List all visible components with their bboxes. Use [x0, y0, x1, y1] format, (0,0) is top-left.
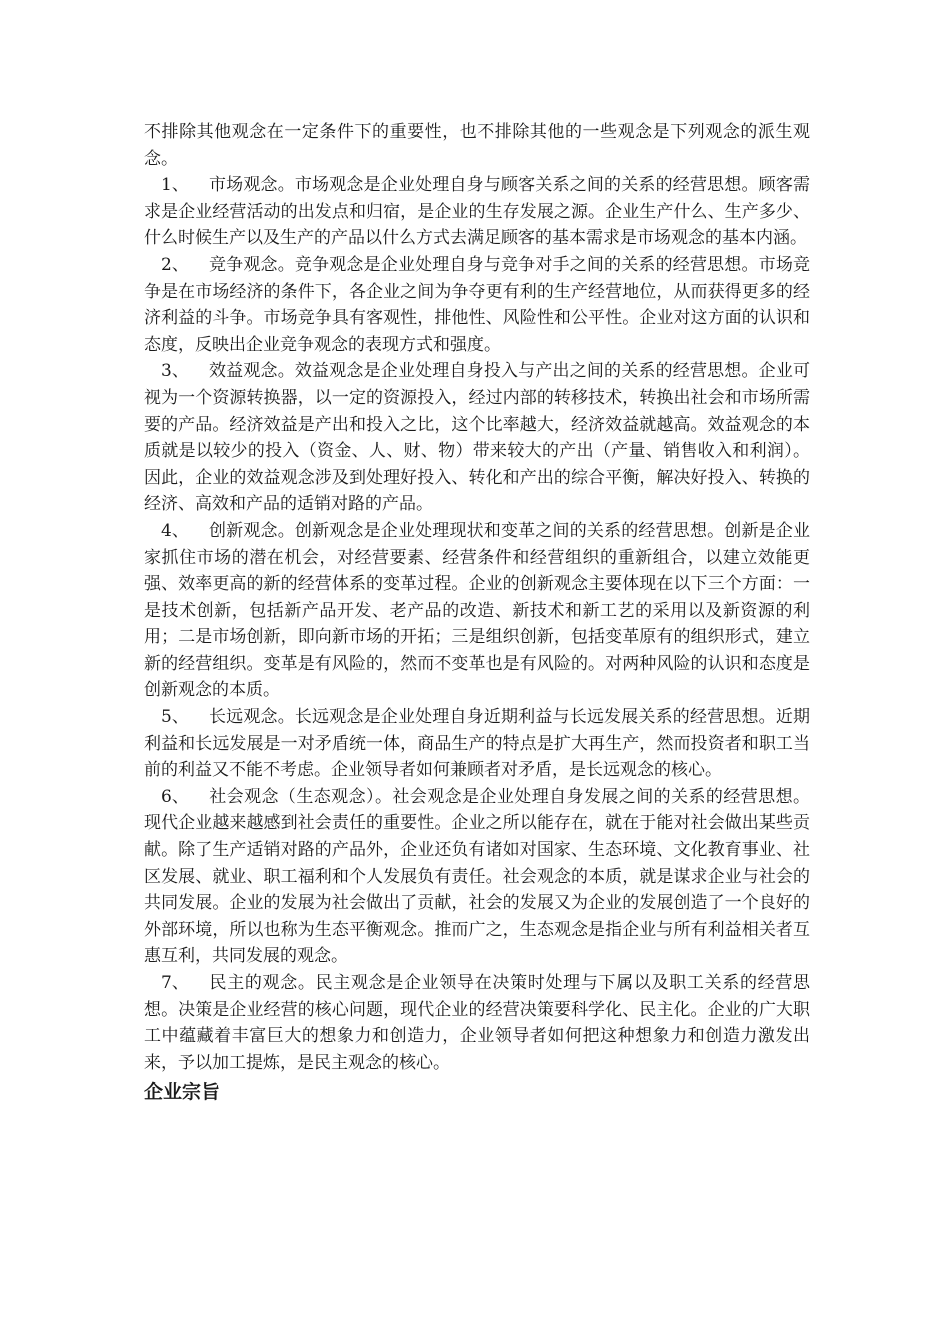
list-item-democracy: [144, 970, 810, 1076]
list-item-market: [144, 172, 810, 252]
list-item-competition: [144, 252, 810, 358]
intro-paragraph: 不排除其他观念在一定条件下的重要性，也不排除其他的一些观念是下列观念的派生观念。: [144, 122, 810, 169]
list-number: 4、: [161, 520, 189, 541]
list-item-text: 竞争观念。竞争观念是企业处理自身与竞争对手之间的关系的经营思想。市场竞争是在市场经济的条件下，各企业之间为争夺更有利的生产经营地位，从而获得更多的经济利益的斗争。市场竞争具有客观性，排他性、风险性和公平性。企业对这方面的认识和态度，反映出企业竞争观念的表现方式和强度。: [144, 254, 810, 355]
list-item-efficiency: [144, 358, 810, 518]
section-heading: 企业宗旨: [144, 1081, 221, 1104]
list-item-text: 市场观念。市场观念是企业处理自身与顾客关系之间的关系的经营思想。顾客需求是企业经营活动的出发点和归宿，是企业的生存发展之源。企业生产什么、生产多少、什么时候生产以及生产的产品以什么方式去满足顾客的基本需求是市场观念的基本内涵。: [144, 175, 810, 249]
list-item-text: 民主的观念。民主观念是企业领导在决策时处理与下属以及职工关系的经营思想。决策是企业经营的核心问题，现代企业的经营决策要科学化、民主化。企业的广大职工中蕴藏着丰富巨大的想象力和创造力，企业领导者如何把这种想象力和创造力激发出来，予以加工提炼，是民主观念的核心。: [144, 973, 810, 1073]
list-number: 7、: [161, 973, 189, 993]
list-item-text: 创新观念。创新观念是企业处理现状和变革之间的关系的经营思想。创新是企业家抓住市场的潜在机会，对经营要素、经营条件和经营组织的重新组合，以建立效能更强、效率更高的新的经营体系的变革过程。企业的创新观念主要体现在以下三个方面：一是技术创新，包括新产品开发、老产品的改造、新技术和新工艺的采用以及新资源的利用；二是市场创新，即向新市场的开拓；三是组织创新，包括变革原有的组织形式，建立新的经营组织。变革是有风险的，然而不变革也是有风险的。对两种风险的认识和态度是创新观念的本质。: [144, 520, 810, 701]
list-item-innovation: [144, 518, 810, 704]
list-item-long-term: [144, 704, 810, 784]
list-item-social: [144, 784, 810, 970]
list-number: 1、: [161, 175, 189, 196]
list-number: 6、: [161, 786, 189, 807]
list-item-text: 社会观念（生态观念）。社会观念是企业处理自身发展之间的关系的经营思想。现代企业越来越感到社会责任的重要性。企业之所以能存在，就在于能对社会做出某些贡献。除了生产适销对路的产品外，企业还负有诸如对国家、生态环境、文化教育事业、社区发展、就业、职工福利和个人发展负有责任。社会观念的本质，就是谋求企业与社会的共同发展。企业的发展为社会做出了贡献，社会的发展又为企业的发展创造了一个良好的外部环境，所以也称为生态平衡观念。推而广之，生态观念是指企业与所有利益相关者互惠互利，共同发展的观念。: [144, 786, 810, 967]
document-page: [144, 119, 810, 1106]
list-number: 5、: [161, 707, 189, 728]
list-item-text: 长远观念。长远观念是企业处理自身近期利益与长远发展关系的经营思想。近期利益和长远发展是一对矛盾统一体，商品生产的特点是扩大再生产，然而投资者和职工当前的利益又不能不考虑。企业领导者如何兼顾者对矛盾，是长远观念的核心。: [144, 707, 810, 781]
list-number: 2、: [161, 254, 189, 275]
list-number: 3、: [161, 361, 189, 382]
list-item-text: 效益观念。效益观念是企业处理自身投入与产出之间的关系的经营思想。企业可视为一个资源转换器，以一定的资源投入，经过内部的转移技术，转换出社会和市场所需要的产品。经济效益是产出和投入之比，这个比率越大，经济效益就越高。效益观念的本质就是以较少的投入（资金、人、财、物）带来较大的产出（产量、销售收入和利润）。因此，企业的效益观念涉及到处理好投入、转化和产出的综合平衡，解决好投入、转换的经济、高效和产品的适销对路的产品。: [144, 361, 810, 515]
